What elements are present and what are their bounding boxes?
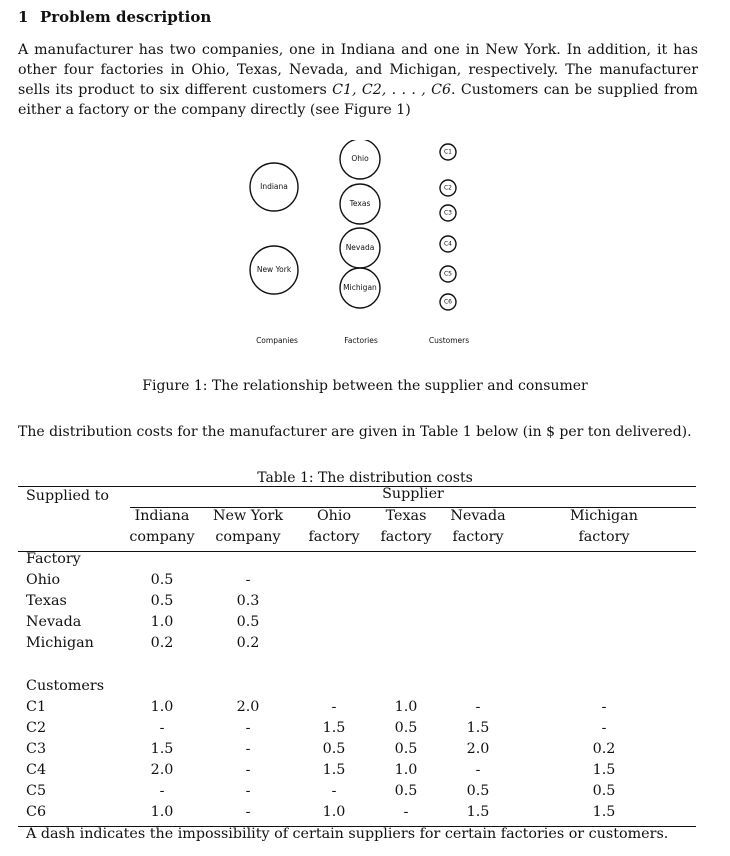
table-cell: 1.5 <box>322 762 346 778</box>
table-cell: 1.0 <box>150 614 174 630</box>
table-cell: 1.5 <box>592 762 616 778</box>
row-label: C4 <box>26 762 47 778</box>
table-cell: 0.5 <box>150 572 174 588</box>
supplier-label: Supplier <box>382 486 444 502</box>
table-cell: - <box>245 783 251 799</box>
table-cell: - <box>159 783 165 799</box>
table-cell: - <box>159 720 165 736</box>
companies-column <box>250 163 298 294</box>
table-cell: 1.0 <box>394 762 418 778</box>
column-header: Ohio <box>316 508 352 524</box>
table-cell: - <box>245 762 251 778</box>
table-cell: 0.2 <box>236 635 260 651</box>
table-footnote: A dash indicates the impossibility of certain suppliers for certain factories or customers. <box>26 826 669 842</box>
factory-label: Ohio <box>351 154 369 163</box>
table-cell: - <box>245 720 251 736</box>
table-cell: 2.0 <box>466 741 490 757</box>
column-header: Texas <box>385 508 427 524</box>
column-header: New York <box>212 508 284 524</box>
row-label: C5 <box>26 783 47 799</box>
table-cell: 0.5 <box>394 741 418 757</box>
table-cell: 1.5 <box>466 720 490 736</box>
figure-caption: Figure 1: The relationship between the supplier and consumer <box>142 378 588 394</box>
table-cell: - <box>475 762 481 778</box>
factory-label: Michigan <box>343 283 377 292</box>
distribution-text: The distribution costs for the manufacturer are given in Table 1 below (in $ per ton delivered). <box>18 424 692 440</box>
column-header: Indiana <box>134 508 190 524</box>
header-bottom-rule <box>18 551 696 552</box>
table-cell: 0.2 <box>592 741 616 757</box>
table-cell: 1.5 <box>150 741 174 757</box>
column-header: factory <box>452 529 504 545</box>
table-cell: - <box>601 699 607 715</box>
table-caption: Table 1: The distribution costs <box>257 470 473 486</box>
table-cell: 1.5 <box>322 720 346 736</box>
table-cell: 1.5 <box>466 804 490 820</box>
table-cell: 0.5 <box>150 593 174 609</box>
customer-label: C6 <box>443 298 453 306</box>
column-header: factory <box>578 529 630 545</box>
factories-column <box>340 140 380 308</box>
table-cell: - <box>331 783 337 799</box>
customer-label: C1 <box>443 148 453 156</box>
column-header: Nevada <box>450 508 506 524</box>
column-label: Companies <box>256 336 298 345</box>
column-header: Michigan <box>570 508 638 524</box>
table-cell: 0.5 <box>394 720 418 736</box>
customer-label: C4 <box>443 240 453 248</box>
customer-label: C5 <box>443 270 453 278</box>
table-cell: 1.0 <box>394 699 418 715</box>
table-cell: 1.0 <box>322 804 346 820</box>
factory-label: Texas <box>349 199 371 208</box>
table-cell: - <box>245 572 251 588</box>
factory-label: Nevada <box>345 243 375 252</box>
table-cell: 0.5 <box>236 614 260 630</box>
table-cell: - <box>475 699 481 715</box>
customer-label: C2 <box>443 184 453 192</box>
table-cell: 0.3 <box>236 593 260 609</box>
row-label: Ohio <box>26 572 61 588</box>
section-heading <box>18 8 211 26</box>
table-cell: 1.0 <box>150 804 174 820</box>
intro-text-1: A manufacturer has two companies, one in Indiana and one in New York. In addition, it has other four factories in Ohio, Texas, Nevada, and Michigan, respectively. The manufacturer sells its product to six different customers <box>18 42 698 98</box>
column-label: Factories <box>344 336 378 345</box>
section-label: Factory <box>26 551 81 567</box>
figure-column-labels <box>256 336 469 345</box>
row-label: Texas <box>26 593 67 609</box>
row-label: C1 <box>26 699 47 715</box>
table-cell: - <box>331 699 337 715</box>
column-header: factory <box>308 529 360 545</box>
customers-column <box>440 144 456 310</box>
company-label: Indiana <box>260 182 288 191</box>
column-label: Customers <box>428 336 470 345</box>
company-label: New York <box>256 265 292 274</box>
intro-text-2: . Customers can be supplied from either a factory or the company directly (see Figure 1) <box>18 82 698 118</box>
table-cell: 0.5 <box>466 783 490 799</box>
section-number: 1 <box>18 8 29 26</box>
table-cell: - <box>601 720 607 736</box>
table-cell: 2.0 <box>150 762 174 778</box>
intro-paragraph <box>18 40 698 120</box>
column-header: company <box>215 529 281 545</box>
table-cell: 0.5 <box>592 783 616 799</box>
supply-network-figure <box>240 140 490 350</box>
table-cell: 1.5 <box>592 804 616 820</box>
table-cell: 2.0 <box>236 699 260 715</box>
intro-customer-range: C1, C2, . . . , C6 <box>332 82 452 98</box>
table-cell: 0.2 <box>150 635 174 651</box>
row-label: Michigan <box>26 635 94 651</box>
column-header: factory <box>380 529 432 545</box>
row-label: C3 <box>26 741 47 757</box>
table-cell: - <box>403 804 409 820</box>
column-header: company <box>129 529 195 545</box>
table-cell: 0.5 <box>322 741 346 757</box>
table-cell: 0.5 <box>394 783 418 799</box>
table-cell: - <box>245 804 251 820</box>
row-label: C6 <box>26 804 47 820</box>
customer-label: C3 <box>443 209 453 217</box>
section-title: Problem description <box>40 8 212 26</box>
table-cell: 1.0 <box>150 699 174 715</box>
row-label: C2 <box>26 720 47 736</box>
section-label: Customers <box>26 678 105 694</box>
table-cell: - <box>245 741 251 757</box>
row-label: Nevada <box>26 614 82 630</box>
supplied-to-label: Supplied to <box>26 488 109 504</box>
